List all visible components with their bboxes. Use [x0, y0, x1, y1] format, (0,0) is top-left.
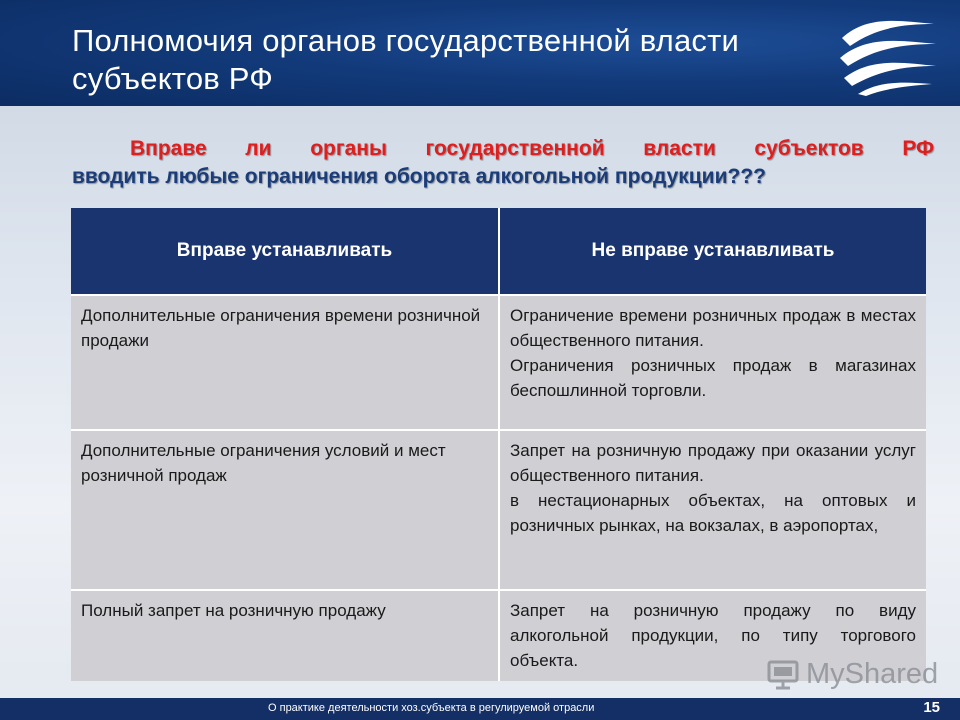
slide-title: [72, 22, 852, 98]
page-number: 15: [923, 699, 940, 716]
cell-allowed: Дополнительные ограничения условий и мест розничной продаж: [71, 430, 499, 590]
header-not-allowed: Не вправе устанавливать: [499, 208, 926, 295]
wave-logo-icon: [836, 14, 940, 96]
table-header-row: [71, 208, 926, 295]
question-line2: вводить любые ограничения оборота алкогольной продукции???: [72, 165, 766, 188]
slide-title-line2: субъектов РФ: [72, 61, 274, 96]
cell-not-allowed: [499, 430, 926, 590]
header-bar: [0, 0, 960, 106]
cell-not-allowed: [499, 295, 926, 430]
cell-text: в нестационарных объектах, на оптовых и розничных рынках, на вокзалах, в аэропортах,: [510, 491, 916, 535]
cell-text: Запрет на розничную продажу при оказании услуг общественного питания.: [510, 441, 916, 485]
cell-text: Ограничение времени розничных продаж в местах общественного питания.: [510, 306, 916, 350]
cell-allowed: Полный запрет на розничную продажу: [71, 590, 499, 681]
slide-title-line1: Полномочия органов государственной власти: [72, 23, 739, 58]
question-block: [72, 135, 934, 191]
footer-bar: [0, 698, 960, 720]
watermark: [766, 656, 938, 692]
cell-allowed: Дополнительные ограничения времени розничной продажи: [71, 295, 499, 430]
question-line1: Вправе ли органы государственной власти субъектов РФ: [130, 137, 934, 160]
cell-text: Ограничения розничных продаж в магазинах беспошлинной торговли.: [510, 356, 916, 400]
presentation-icon: [766, 657, 800, 691]
header-allowed: Вправе устанавливать: [71, 208, 499, 295]
table-row: [71, 295, 926, 430]
footer-text: О практике деятельности хоз.субъекта в регулируемой отрасли: [268, 702, 595, 714]
table-row: [71, 430, 926, 590]
watermark-text: MyShared: [806, 657, 939, 690]
cell-text: Запрет на розничную продажу по виду алкогольной продукции, по типу торгового объекта.: [510, 601, 916, 670]
powers-table: [71, 208, 926, 681]
